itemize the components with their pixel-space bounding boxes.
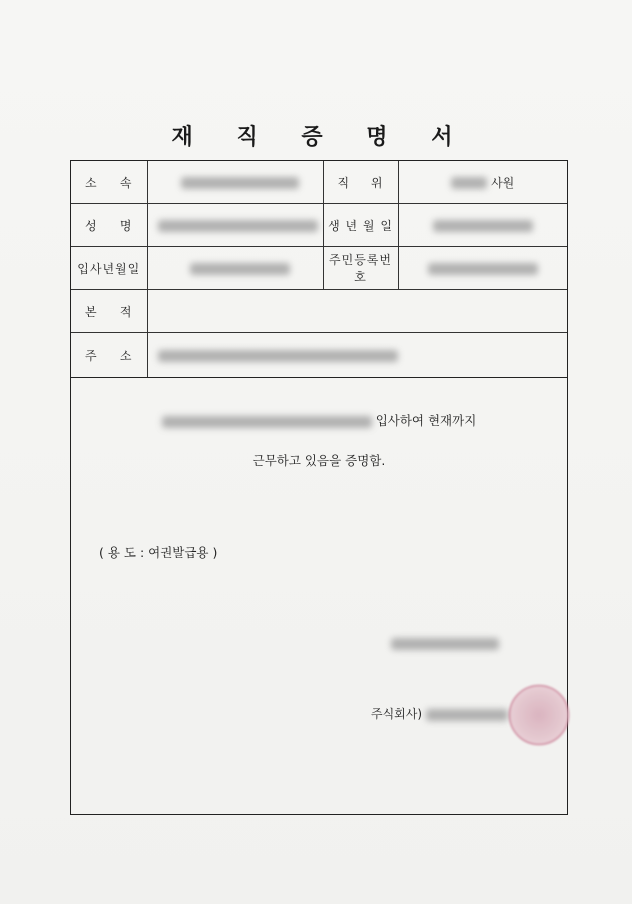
birth-date-label: 생 년 월 일 xyxy=(323,204,398,247)
table-row xyxy=(71,290,567,333)
affiliation-label: 소 속 xyxy=(71,161,147,204)
position-value xyxy=(398,161,567,204)
affiliation-value-redacted xyxy=(147,161,323,204)
document-title: 재 직 증 명 서 xyxy=(171,125,471,150)
table-row xyxy=(71,161,567,204)
company-prefix: 주식회사) xyxy=(371,707,423,721)
domicile-value xyxy=(147,290,567,333)
company-seal-icon xyxy=(509,685,569,745)
statement-line-1 xyxy=(71,411,567,429)
table-row xyxy=(71,333,567,378)
address-label: 주 소 xyxy=(71,333,147,378)
issue-date-redacted xyxy=(391,633,499,652)
company-line xyxy=(371,705,508,722)
statement-line-1-text: 입사하여 현재까지 xyxy=(375,413,477,428)
domicile-label: 본 적 xyxy=(71,290,147,333)
table-row xyxy=(71,247,567,290)
birth-date-value-redacted xyxy=(398,204,567,247)
address-value-redacted xyxy=(147,333,567,378)
name-value-redacted xyxy=(147,204,323,247)
join-date-label: 입사년월일 xyxy=(71,247,147,290)
resident-number-value-redacted xyxy=(398,247,567,290)
position-label: 직 위 xyxy=(323,161,398,204)
table-row xyxy=(71,204,567,247)
statement-line-2: 근무하고 있음을 증명함. xyxy=(252,453,386,468)
name-label: 성 명 xyxy=(71,204,147,247)
certificate-frame xyxy=(70,160,568,815)
resident-number-label: 주민등록번호 xyxy=(323,247,398,290)
position-text: 사원 xyxy=(491,175,515,190)
purpose-line: ( 용 도 : 여권발급용 ) xyxy=(99,545,218,560)
join-date-value-redacted xyxy=(147,247,323,290)
employee-info-table xyxy=(71,161,567,378)
